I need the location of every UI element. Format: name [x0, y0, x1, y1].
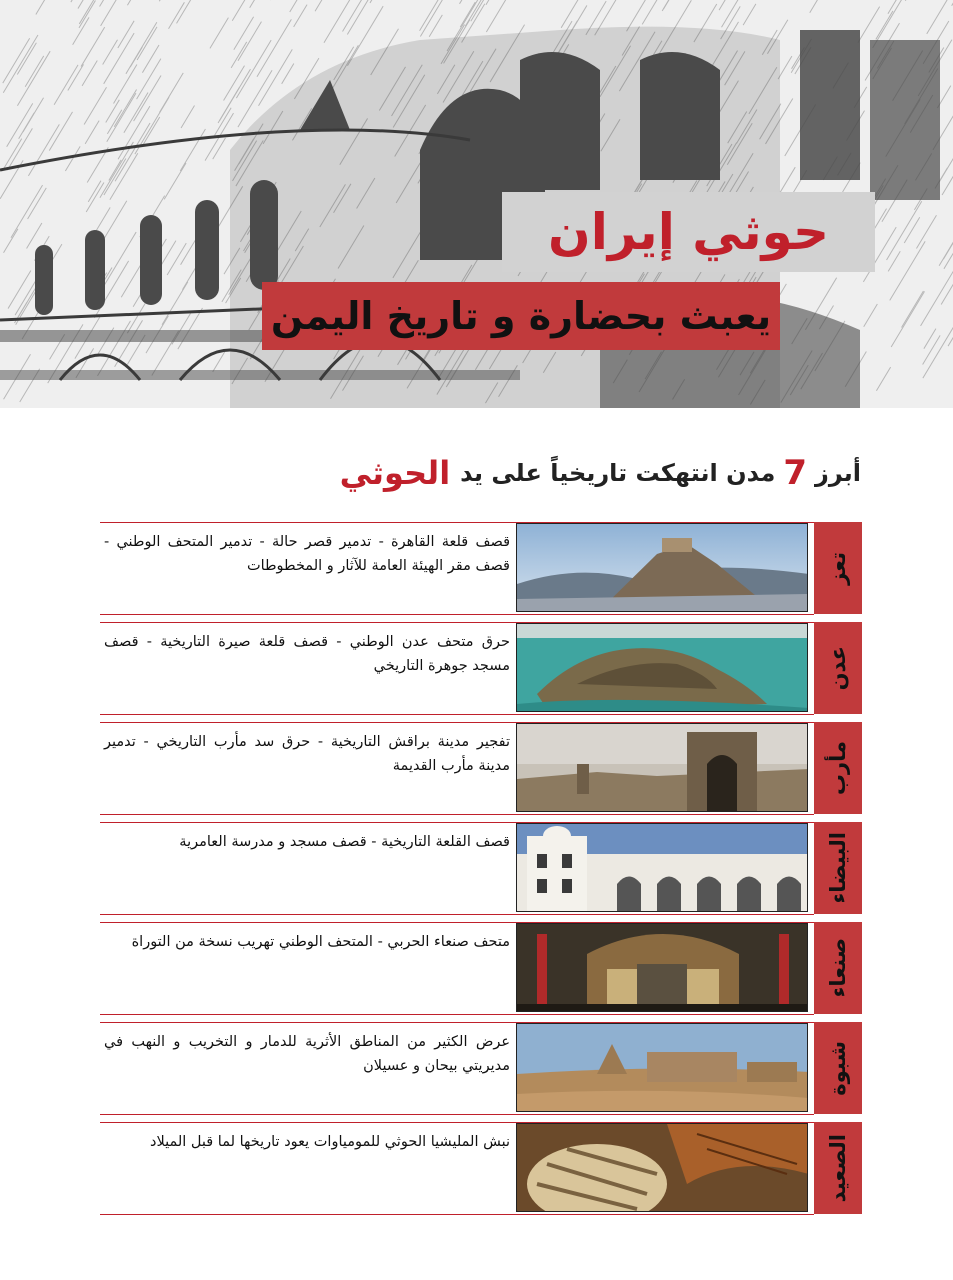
city-name: البيضاء [826, 832, 850, 904]
city-photo [516, 1123, 808, 1212]
page-title: حوثي إيران [548, 203, 829, 261]
heading-number: 7 [783, 453, 808, 493]
list-item [100, 722, 862, 814]
list-item [100, 922, 862, 1014]
city-name: عدن [826, 645, 850, 691]
city-name: صنعاء [826, 938, 850, 998]
page-subtitle: يعبث بحضارة و تاريخ اليمن [270, 294, 772, 338]
city-tab [814, 1122, 862, 1214]
city-photo [516, 723, 808, 812]
city-tab [814, 822, 862, 914]
subtitle-banner [262, 282, 780, 350]
city-photo [516, 523, 808, 612]
list-item [100, 522, 862, 614]
heading-middle: مدن انتهكت تاريخياً على يد [460, 459, 776, 487]
city-name: شبوة [826, 1040, 850, 1096]
city-description: متحف صنعاء الحربي - المتحف الوطني تهريب نسخة من التوراة [131, 934, 510, 950]
city-name: الصعيد [826, 1133, 850, 1203]
city-name: مأرب [826, 740, 850, 796]
city-tab [814, 922, 862, 1014]
city-photo [516, 923, 808, 1012]
list-item [100, 1122, 862, 1214]
city-description: عرض الكثير من المناطق الأثرية للدمار و التخريب و النهب في مديريتي بيحان و عسيلان [104, 1034, 510, 1074]
section-heading [340, 448, 861, 498]
city-name: تعز [826, 551, 850, 585]
city-tab [814, 1022, 862, 1114]
city-photo [516, 1023, 808, 1112]
heading-prefix: أبرز [815, 459, 861, 487]
city-tab [814, 522, 862, 614]
list-item [100, 622, 862, 714]
city-description: حرق متحف عدن الوطني - قصف قلعة صيرة التاريخية - قصف مسجد جوهرة التاريخي [104, 634, 510, 674]
city-tab [814, 622, 862, 714]
heading-highlight: الحوثي [339, 454, 451, 492]
city-photo [516, 623, 808, 712]
list-item [100, 822, 862, 914]
city-description: نبش المليشيا الحوثي للمومياوات يعود تاريخها لما قبل الميلاد [149, 1134, 510, 1150]
title-banner [502, 192, 875, 272]
city-tab [814, 722, 862, 814]
city-description: قصف القلعة التاريخية - قصف مسجد و مدرسة العامرية [179, 834, 510, 850]
list-item [100, 1022, 862, 1114]
hero-banner [0, 0, 953, 408]
city-photo [516, 823, 808, 912]
city-description: قصف قلعة القاهرة - تدمير قصر حالة - تدمير المتحف الوطني - قصف مقر الهيئة العامة للآثار و المخطوطات [104, 534, 510, 574]
city-description: تفجير مدينة براقش التاريخية - حرق سد مأرب التاريخي - تدمير مدينة مأرب القديمة [104, 734, 510, 774]
